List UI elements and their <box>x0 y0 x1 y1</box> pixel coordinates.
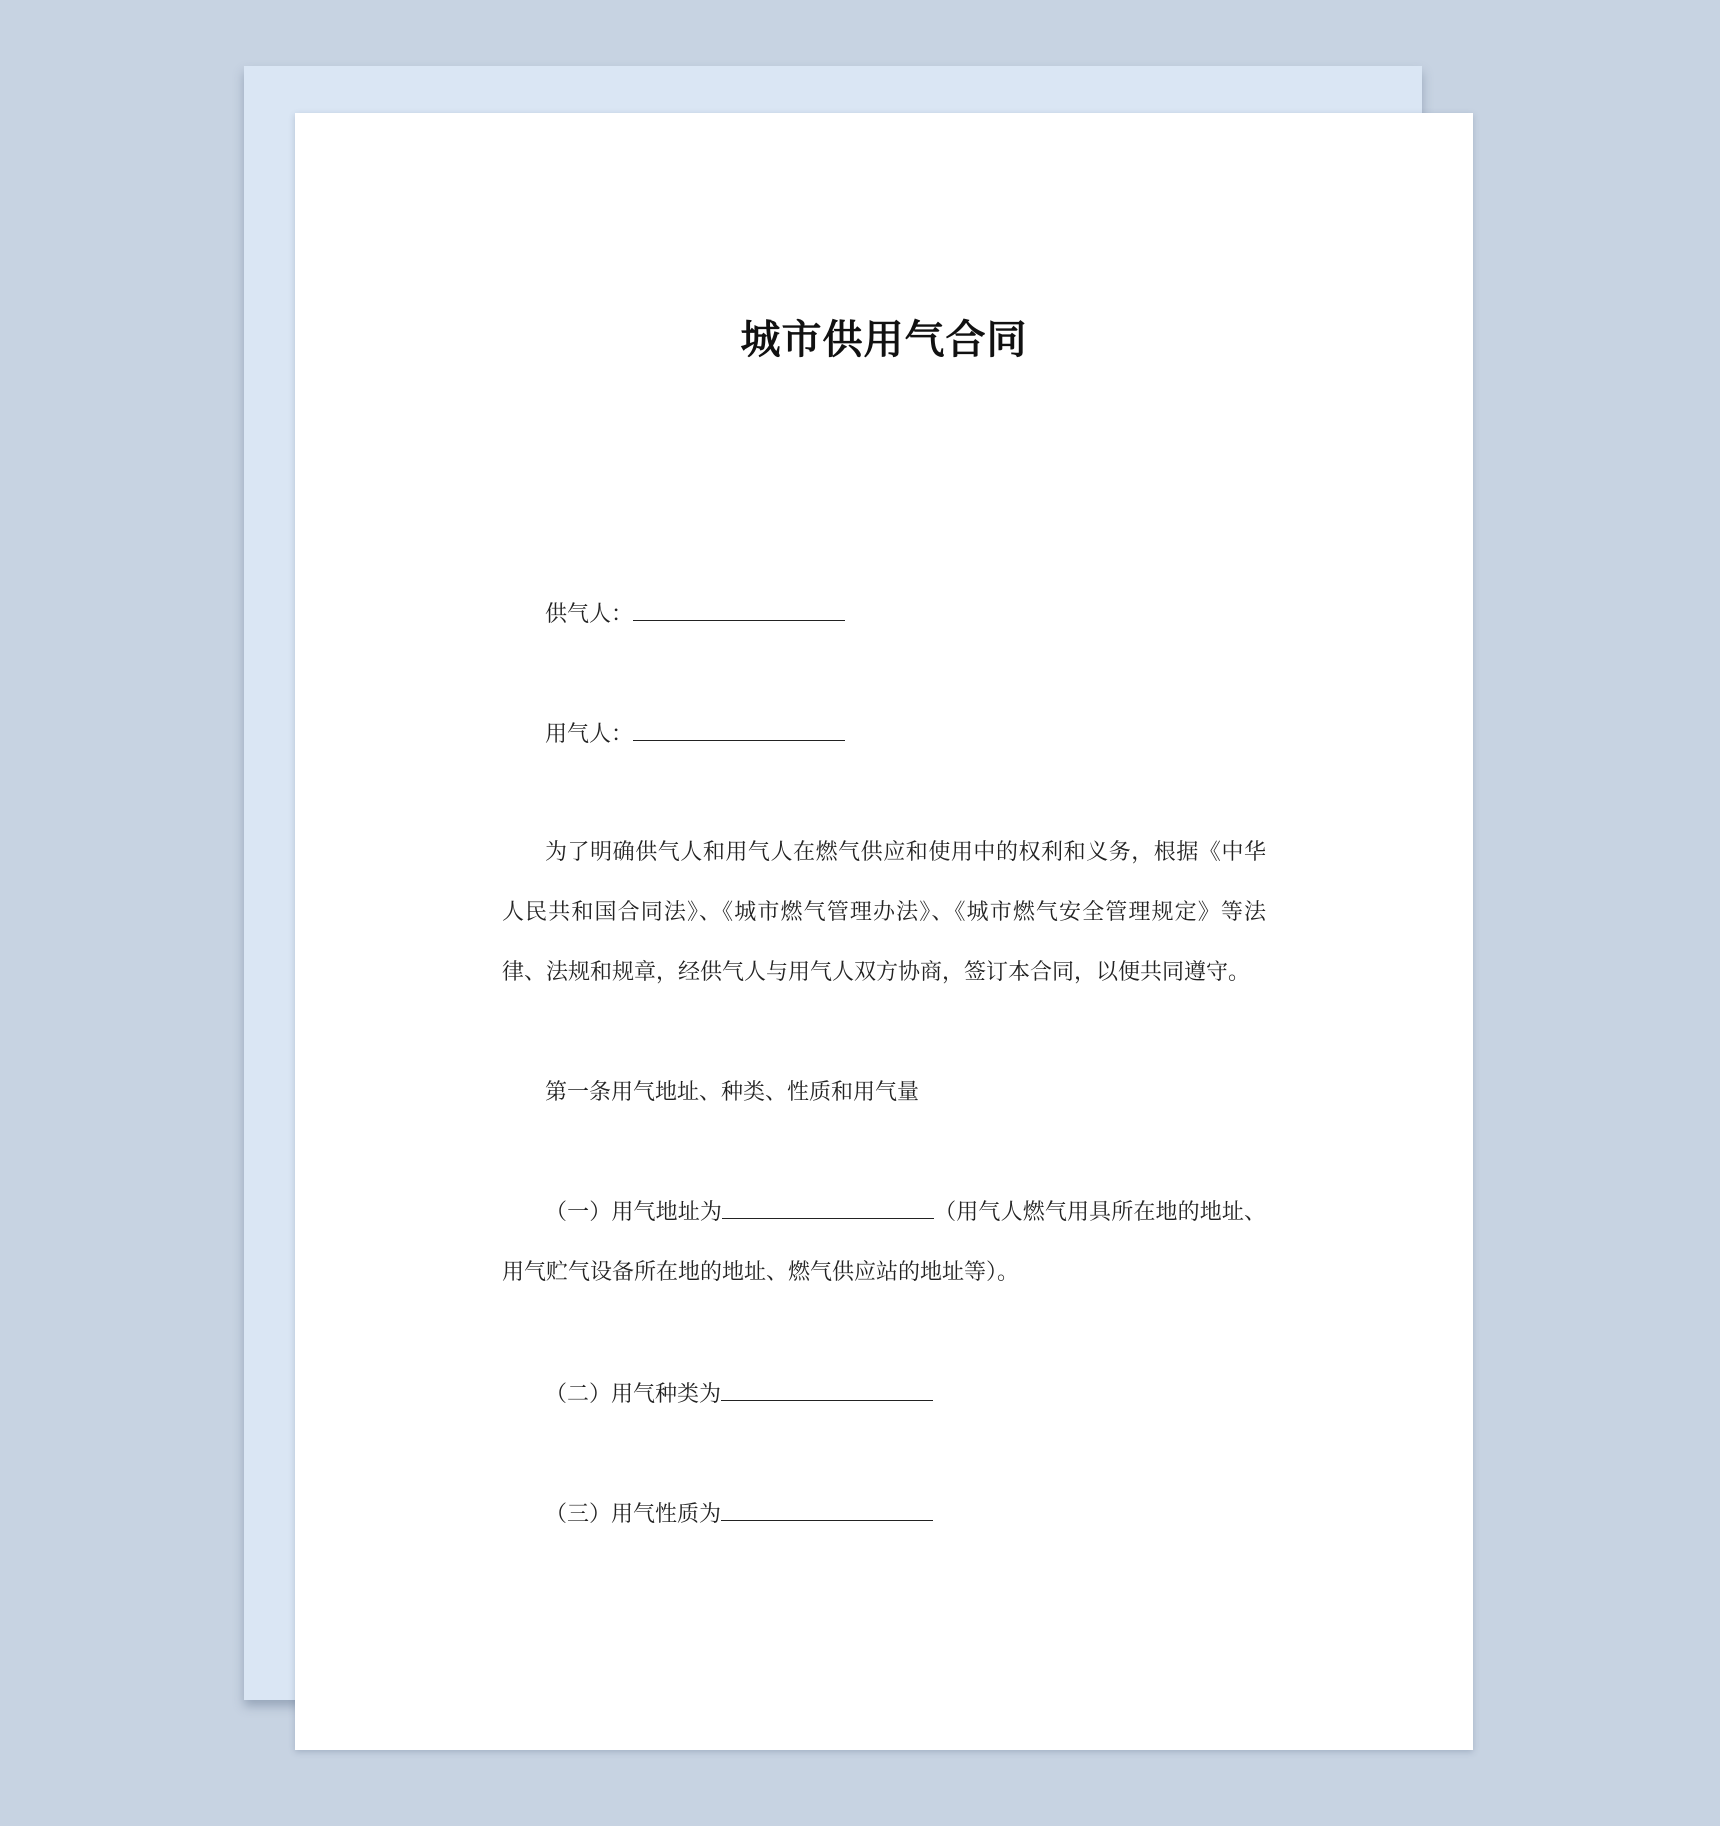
user-blank[interactable] <box>633 718 845 741</box>
item1-paragraph <box>502 1183 1266 1303</box>
user-line <box>545 718 845 750</box>
item1-prefix: （一）用气地址为 <box>545 1200 723 1225</box>
article1-heading: 第一条用气地址、种类、性质和用气量 <box>545 1080 920 1105</box>
user-label: 用气人： <box>545 722 634 747</box>
item2-prefix: （二）用气种类为 <box>545 1382 722 1407</box>
item3-line <box>545 1498 933 1530</box>
item2-blank[interactable] <box>721 1378 933 1401</box>
document-title: 城市供用气合同 <box>740 317 1028 363</box>
supplier-label: 供气人： <box>545 602 634 627</box>
supplier-line <box>545 598 845 630</box>
intro-paragraph: 为了明确供气人和用气人在燃气供应和使用中的权利和义务，根据《中华人民共和国合同法》、《城市燃气管理办法》、《城市燃气安全管理规定》等法律、法规和规章，经供气人与用气人双方协商，签订本合同，以便共同遵守。 <box>502 840 1266 985</box>
item3-prefix: （三）用气性质为 <box>545 1502 722 1527</box>
item1-suffix: （用气人燃气用具所在地的地址、用气贮气设备所在地的地址、燃气供应站的地址等）。 <box>502 1200 1266 1285</box>
document-page <box>295 113 1473 1750</box>
item1-blank[interactable] <box>722 1196 934 1219</box>
item2-line <box>545 1378 933 1410</box>
supplier-blank[interactable] <box>633 598 845 621</box>
item3-blank[interactable] <box>721 1498 933 1521</box>
